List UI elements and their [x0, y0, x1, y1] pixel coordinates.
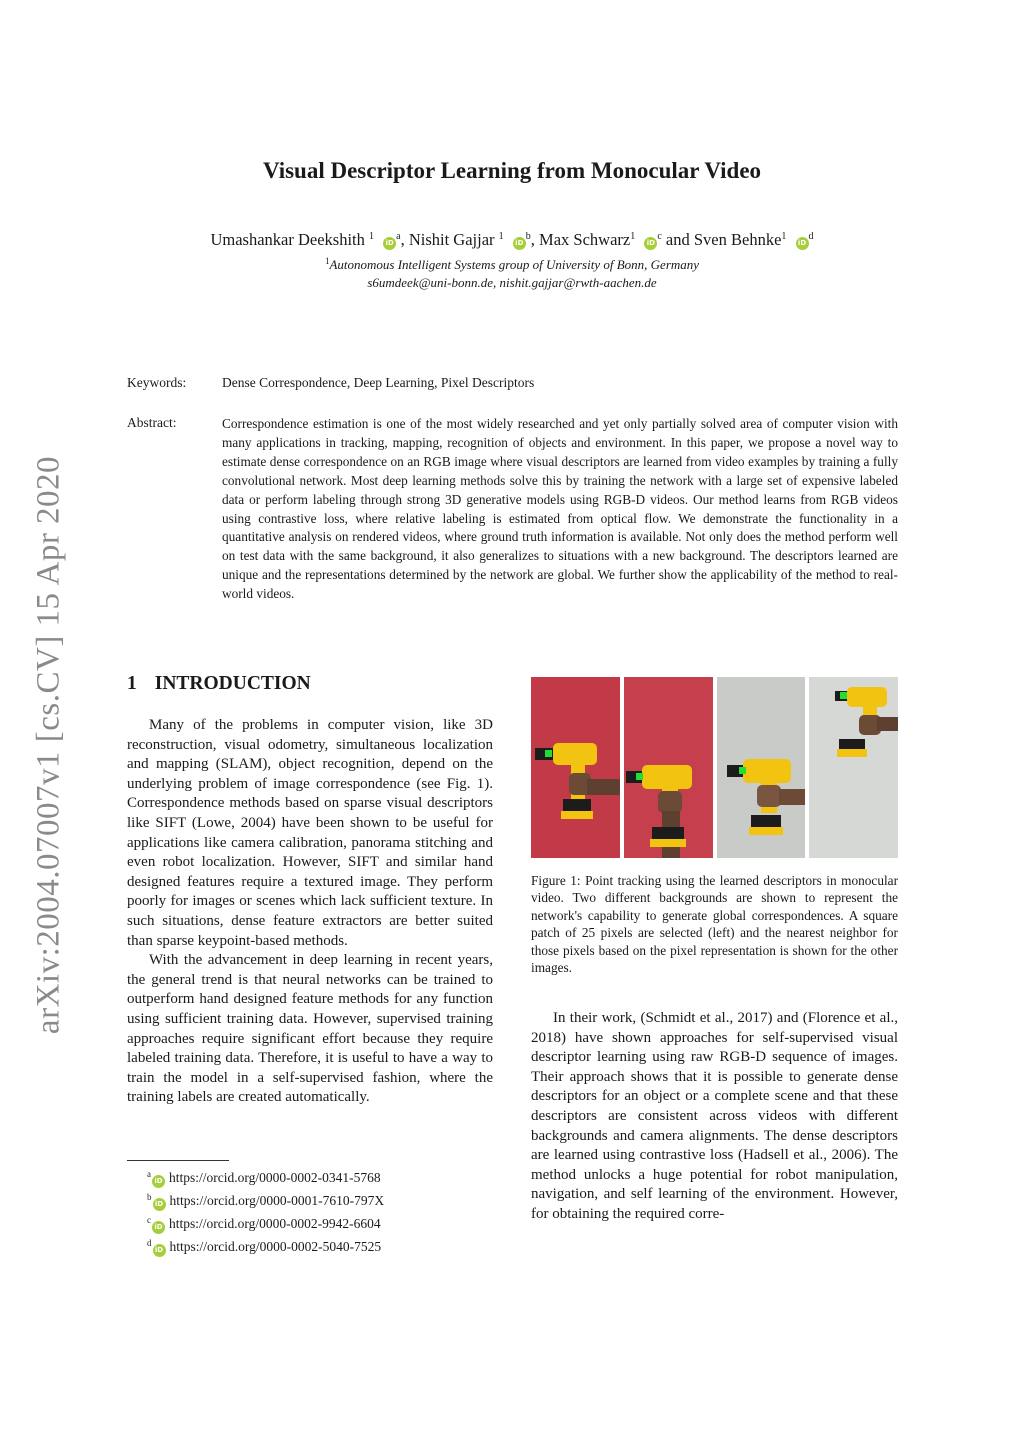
author-name: Max Schwarz: [539, 230, 631, 249]
footnote: $^b$iD https://orcid.org/0000-0001-7610-797X: [147, 1188, 384, 1211]
figure-1: [531, 677, 898, 858]
keywords-value: Dense Correspondence, Deep Learning, Pixel Descriptors: [222, 375, 535, 390]
drill-base: [650, 839, 686, 847]
affiliation: [0, 256, 1024, 273]
orcid-marker: d: [808, 231, 814, 242]
arm: [587, 779, 620, 795]
footnotes: [147, 1165, 384, 1257]
affiliation-marker: 1: [630, 231, 636, 242]
affiliation-marker: 1: [498, 231, 504, 242]
orcid-icon[interactable]: iD: [383, 237, 396, 250]
figure-panel-3: [717, 677, 805, 858]
footnote: $^a$iD https://orcid.org/0000-0002-0341-5768: [147, 1165, 384, 1188]
footnote: $^c$iD https://orcid.org/0000-0002-9942-6604: [147, 1211, 384, 1234]
affiliation-text: Autonomous Intelligent Systems group of University of Bonn, Germany: [329, 257, 700, 272]
affiliation-marker: 1: [781, 231, 787, 242]
author-emails: s6umdeek@uni-bonn.de, nishit.gajjar@rwth-aachen.de: [367, 275, 657, 290]
section-title: INTRODUCTION: [154, 673, 311, 694]
orcid-icon: iD: [152, 1175, 165, 1188]
orcid-icon: iD: [153, 1244, 166, 1257]
abstract-text: Correspondence estimation is one of the most widely researched and yet only partially solved area of computer vision with many applications in tracking, mapping, recognition of objects and environment. In this paper, we propose a novel way to estimate dense correspondence on an RGB image where visual descriptors are learned from video examples by training a fully convolutional network. Most deep learning methods solve this by training the network with a large set of expensive labeled data or perform labeling through strong 3D generative models using RGB-D videos. Our method learns from RGB videos using contrastive loss, where relative labeling is estimated from optical flow. We demonstrate the functionality in a quantitative analysis on rendered videos, where ground truth information is available. Not only does the method perform well on test data with the same background, it also generalizes to situations with a new background. The descriptors learned are unique and the representations determined by the network are global. We further show the applicability of the method to real-world videos.: [222, 416, 898, 602]
author-name: Umashankar Deekshith: [210, 230, 365, 249]
footnote: $^d$iD https://orcid.org/0000-0002-5040-7525: [147, 1234, 384, 1257]
tracking-marker: [545, 750, 552, 757]
paragraph: In their work, (Schmidt et al., 2017) and (Florence et al., 2018) have shown approaches for self-supervised visual descriptor learning using raw RGB-D sequence of images. Their approach shows that it is possible to generate dense descriptors for an object or a complete scene and that these descriptors are consistent across videos with different backgrounds and camera alignments. The dense descriptors are learned using contrastive loss (Hadsell et al., 2006). The method unlocks a huge potential for robot manipulation, navigation, and self learning of the environment. However, for obtaining the required corre-: [531, 1010, 898, 1222]
orcid-marker: a: [396, 231, 401, 242]
drill-base: [561, 811, 593, 819]
figure-panel-2: [624, 677, 713, 858]
affiliation-marker: 1: [324, 256, 330, 266]
orcid-link[interactable]: https://orcid.org/0000-0002-5040-7525: [169, 1239, 382, 1254]
hand: [658, 791, 682, 813]
arxiv-identifier: arXiv:2004.07007v1 [cs.CV] 15 Apr 2020: [30, 455, 67, 1035]
drill-battery: [563, 799, 591, 813]
paragraph: With the advancement in deep learning in recent years, the general trend is that neural networks can be trained to outperform hand designed feature methods for any function using sufficient training data. However, supervised training approaches require significant effort because they require labeled training data. Therefore, it is useful to have a way to train the model in a self-supervised fashion, where the training labels are created automatically.: [127, 952, 493, 1106]
drill-base: [749, 827, 783, 835]
figure-panel-1: [531, 677, 620, 858]
figure-panel-4: [809, 677, 898, 858]
author-name: Sven Behnke: [693, 230, 782, 249]
footnote-rule: [127, 1160, 229, 1161]
orcid-icon: iD: [153, 1198, 166, 1211]
orcid-icon[interactable]: iD: [513, 237, 526, 250]
paragraph: Many of the problems in computer vision, like 3D reconstruction, visual odometry, simultaneous localization and mapping (SLAM), object recognition, depend on the underlying problem of image correspondence (see Fig. 1). Correspondence methods based on sparse visual descriptors like SIFT (Lowe, 2004) have been shown to be useful for applications like camera calibration, panorama stitching and even robot localization. However, SIFT and similar hand designed features require a textured image. They perform poorly for images or scenes which lack sufficient texture. In such situations, dense feature extractors are better suited than sparse keypoint-based methods.: [127, 717, 493, 949]
orcid-icon: iD: [152, 1221, 165, 1234]
orcid-marker: c: [657, 231, 662, 242]
hand: [757, 785, 781, 807]
orcid-link[interactable]: https://orcid.org/0000-0002-9942-6604: [169, 1216, 381, 1231]
affiliation-marker: 1: [369, 231, 374, 242]
tracking-marker: [636, 773, 643, 780]
drill-base: [837, 749, 867, 757]
intro-right-column: [531, 1009, 898, 1225]
drill-body: [847, 687, 887, 707]
abstract-label: Abstract:: [127, 415, 177, 430]
orcid-link[interactable]: https://orcid.org/0000-0001-7610-797X: [169, 1193, 385, 1208]
author-list: Umashankar Deekshith $^1$ $iD^a$, Nishit Gajjar $^1$ $iD^b$, Max Schwarz$^1$ $iD^c$ and Sven Behnke$^1$ $iD^d$: [210, 230, 814, 249]
orcid-icon[interactable]: iD: [644, 237, 657, 250]
orcid-marker: b: [525, 231, 531, 242]
tracking-marker: [840, 692, 847, 699]
keywords-label: Keywords:: [127, 375, 187, 390]
section-heading: [127, 673, 311, 695]
tracking-marker: [739, 767, 746, 774]
figure-caption: Figure 1: Point tracking using the learned descriptors in monocular video. Two different backgrounds are shown to represent the network's capability to generate global correspondences. A square patch of 25 pixels are selected (left) and the nearest neighbor for those pixels based on the pixel representation is shown for the other images.: [531, 873, 898, 976]
arm: [877, 717, 898, 731]
orcid-link[interactable]: https://orcid.org/0000-0002-0341-5768: [169, 1170, 381, 1185]
intro-left-column: [127, 716, 493, 1108]
author-name: Nishit Gajjar: [408, 230, 495, 249]
arm: [779, 789, 805, 805]
section-number: 1: [127, 673, 137, 694]
paper-title: Visual Descriptor Learning from Monocular Video: [262, 158, 762, 183]
orcid-icon[interactable]: iD: [796, 237, 809, 250]
